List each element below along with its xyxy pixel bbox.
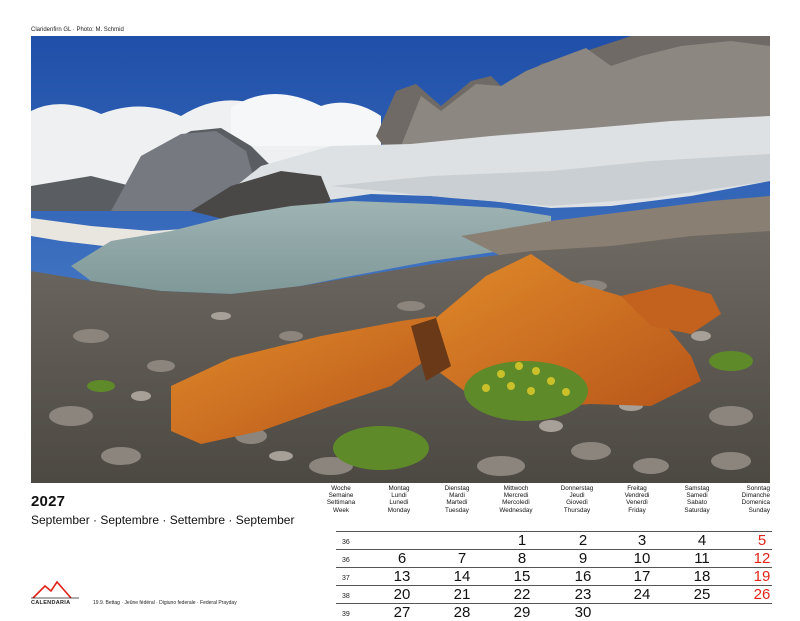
day-date: 10: [633, 550, 651, 567]
week-number: 36: [342, 539, 350, 546]
alpine-glacier-lake-photo: [31, 36, 770, 483]
day-date: 24: [633, 586, 651, 603]
header-thursday: Donnerstag Jeudi Giovedì Thursday: [560, 485, 594, 514]
day-date: 18: [693, 568, 711, 585]
day-date: 6: [397, 550, 407, 567]
day-date: 23: [574, 586, 592, 603]
photo-credit: Claridenfirn GL · Photo: M. Schmid: [31, 27, 124, 33]
header-monday: Montag Lundi Lunedì Monday: [387, 485, 411, 514]
week-number: 39: [342, 611, 350, 618]
header-saturday: Samstag Samedi Sabato Saturday: [684, 485, 710, 514]
month-title: September · Septembre · Settembre · September: [31, 513, 295, 527]
day-date: 4: [697, 532, 707, 549]
header-week: Woche Semaine Settimana Week: [326, 485, 356, 514]
sunday-date: 5: [757, 532, 767, 549]
day-date: 9: [578, 550, 588, 567]
sunday-date: 26: [753, 586, 771, 603]
day-date: 14: [453, 568, 471, 585]
sunday-date: 12: [753, 550, 771, 567]
day-date: 13: [393, 568, 411, 585]
holiday-note: 19.9. Bettag · Jeûne fédéral · Digiuno federale · Federal Prayday: [93, 600, 237, 606]
header-sunday: Sonntag Dimanche Domenica Sunday: [741, 485, 770, 514]
header-friday: Freitag Vendredi Venerdì Friday: [624, 485, 650, 514]
brand-logo-text: CALENDARIA: [31, 600, 71, 606]
day-date: 2: [578, 532, 588, 549]
day-date: 16: [574, 568, 592, 585]
header-tuesday: Dienstag Mardi Martedì Tuesday: [444, 485, 470, 514]
day-date: 15: [513, 568, 531, 585]
day-date: 8: [517, 550, 527, 567]
day-date: 3: [637, 532, 647, 549]
day-date: 17: [633, 568, 651, 585]
day-date: 29: [513, 604, 531, 621]
header-wednesday: Mittwoch Mercredi Mercoledì Wednesday: [499, 485, 533, 514]
day-date: 22: [513, 586, 531, 603]
day-date: 30: [574, 604, 592, 621]
day-date: 7: [457, 550, 467, 567]
week-number: 37: [342, 575, 350, 582]
day-date: 27: [393, 604, 411, 621]
day-date: 20: [393, 586, 411, 603]
day-date: 25: [693, 586, 711, 603]
sunday-date: 19: [753, 568, 771, 585]
day-date: 21: [453, 586, 471, 603]
week-number: 36: [342, 557, 350, 564]
calendar-year: 2027: [31, 493, 66, 510]
day-date: 28: [453, 604, 471, 621]
day-date: 1: [517, 532, 527, 549]
day-date: 11: [694, 550, 710, 567]
week-number: 38: [342, 593, 350, 600]
